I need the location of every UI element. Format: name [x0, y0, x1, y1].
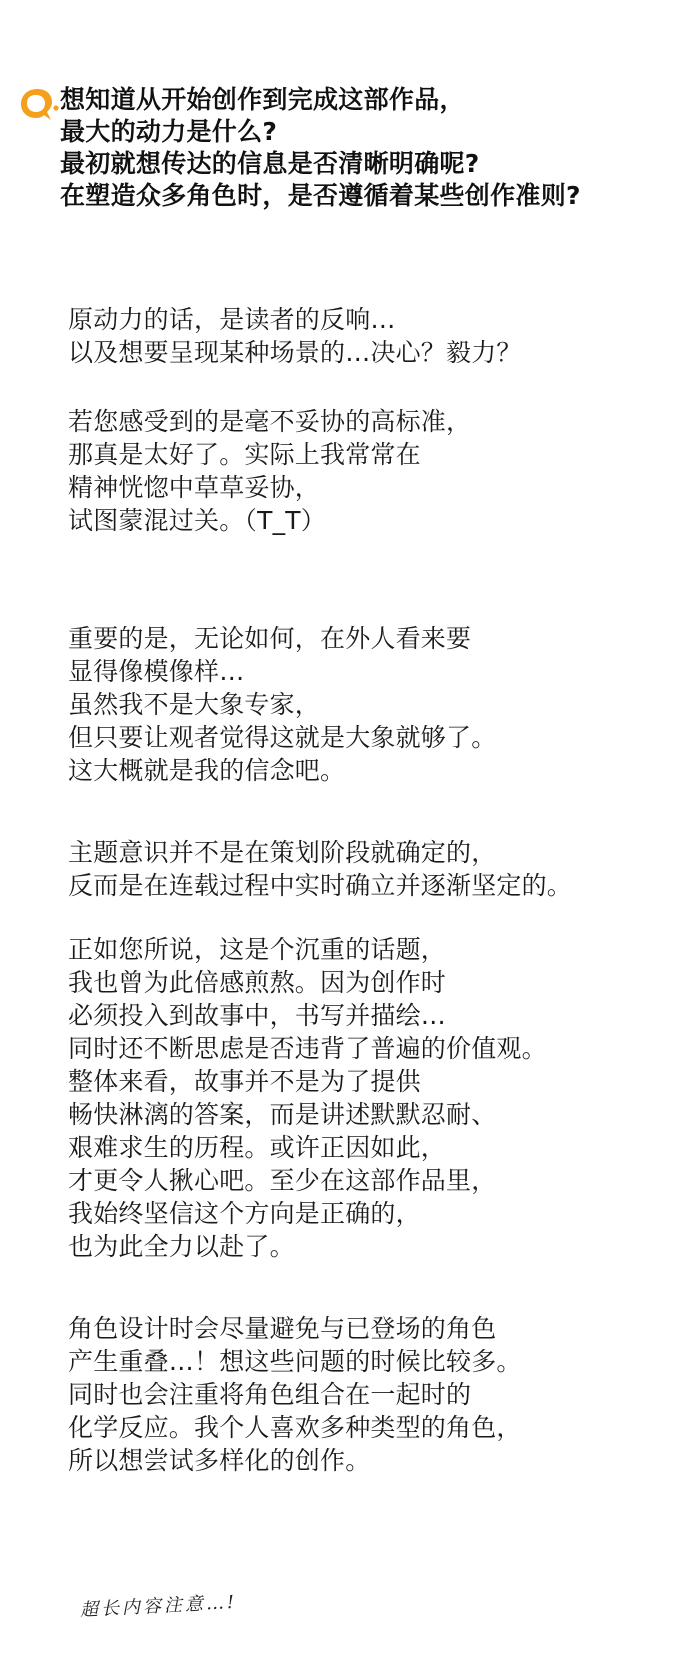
answer-line: 那真是太好了。实际上我常常在	[68, 440, 421, 469]
answer-line: 角色设计时会尽量避免与已登场的角色	[68, 1314, 497, 1343]
answer-line: 必须投入到故事中，书写并描绘…	[68, 1001, 447, 1030]
answer-line: 整体来看，故事并不是为了提供	[68, 1067, 421, 1096]
answer-line: 这大概就是我的信念吧。	[68, 756, 346, 785]
answer-line: 但只要让观者觉得这就是大象就够了。	[68, 723, 497, 752]
answer-line: 也为此全力以赴了。	[68, 1232, 295, 1261]
question-line: 最初就想传达的信息是否清晰明确呢?	[60, 149, 480, 178]
answer-line: 化学反应。我个人喜欢多种类型的角色，	[68, 1413, 522, 1442]
question-line: 在塑造众多角色时，是否遵循着某些创作准则?	[60, 181, 581, 210]
answer-line: 精神恍惚中草草妥协，	[68, 473, 321, 502]
answer-paragraph	[68, 303, 668, 369]
answer-paragraph	[68, 622, 668, 787]
answer-line: 我也曾为此倍感煎熬。因为创作时	[68, 968, 447, 997]
answer-line: 我始终坚信这个方向是正确的，	[68, 1199, 421, 1228]
answer-line: 试图蒙混过关。（T_T）	[68, 506, 326, 535]
answer-line: 若您感受到的是毫不妥协的高标准，	[68, 407, 472, 436]
question-text	[60, 84, 680, 212]
answer-line: 虽然我不是大象专家，	[68, 690, 321, 719]
answer-paragraph	[68, 836, 668, 902]
answer-line: 同时还不断思虑是否违背了普遍的价值观。	[68, 1034, 547, 1063]
answer-line: 畅快淋漓的答案，而是讲述默默忍耐、	[68, 1100, 497, 1129]
answer-line: 主题意识并不是在策划阶段就确定的，	[68, 838, 497, 867]
answer-paragraph	[68, 405, 668, 537]
answer-line: 才更令人揪心吧。至少在这部作品里，	[68, 1166, 497, 1195]
answer-line: 反而是在连载过程中实时确立并逐渐坚定的。	[68, 871, 573, 900]
answer-paragraph	[68, 933, 668, 1263]
answer-paragraph	[68, 1312, 668, 1477]
answer-line: 所以想尝试多样化的创作。	[68, 1446, 371, 1475]
answer-line: 显得像模像样…	[68, 657, 245, 686]
question-line: 最大的动力是什么?	[60, 117, 278, 146]
answer-line: 产生重叠…！想这些问题的时候比较多。	[68, 1347, 522, 1376]
answer-line: 重要的是，无论如何，在外人看来要	[68, 624, 472, 653]
question-line: 想知道从开始创作到完成这部作品，	[60, 85, 465, 114]
answer-line: 原动力的话，是读者的反响…	[68, 305, 396, 334]
answer-line: 以及想要呈现某种场景的…决心？毅力？	[68, 338, 522, 367]
answer-line: 同时也会注重将角色组合在一起时的	[68, 1380, 472, 1409]
q-speech-icon	[18, 84, 60, 124]
handwritten-note: 超长内容注意…!	[79, 1591, 238, 1621]
answer-line: 正如您所说，这是个沉重的话题，	[68, 935, 447, 964]
answer-line: 艰难求生的历程。或许正因如此，	[68, 1133, 447, 1162]
